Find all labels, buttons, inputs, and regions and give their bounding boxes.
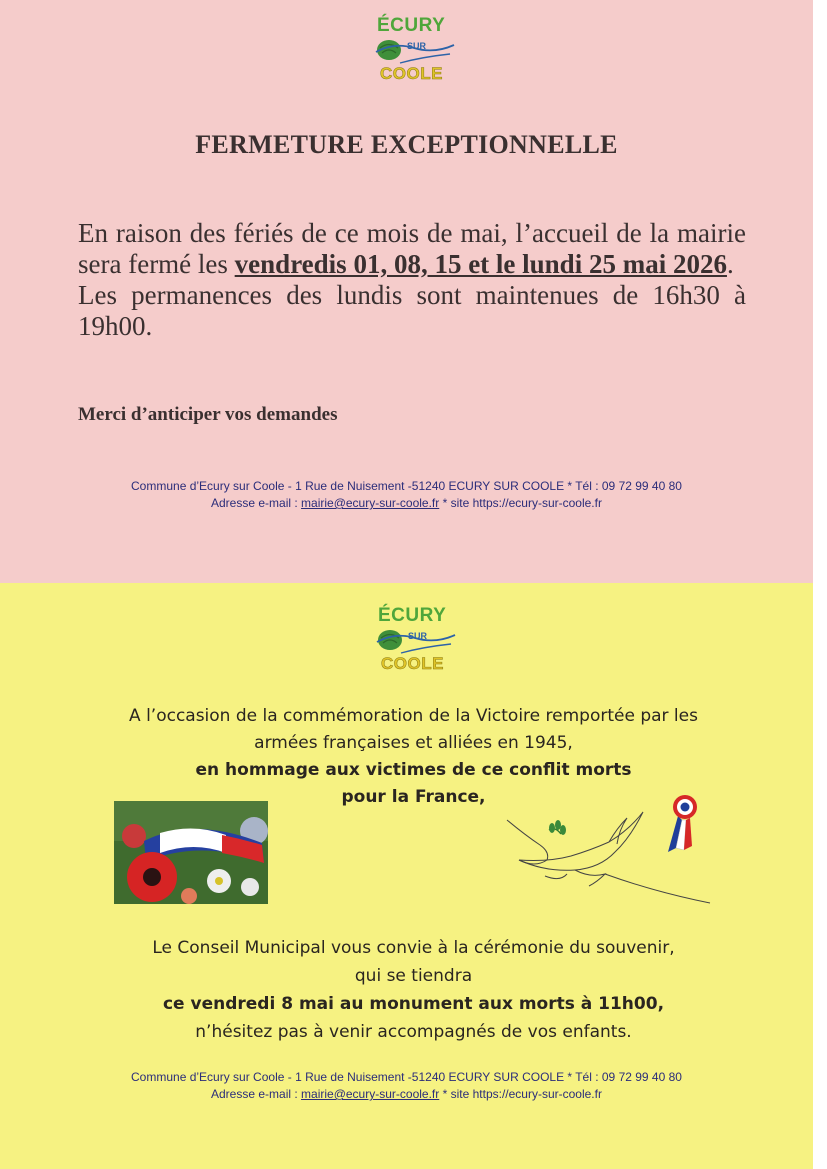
logo-sur-text: SUR (408, 631, 428, 641)
footer-pink (0, 478, 813, 512)
flowers-photo (114, 801, 268, 904)
logo-ecury-text: ÉCURY (378, 605, 447, 626)
logo-coole-text: COOLE (381, 654, 444, 673)
site-text: * site https://ecury-sur-coole.fr (439, 1087, 602, 1101)
footer-address: Commune d’Ecury sur Coole - 1 Rue de Nuisement -51240 ECURY SUR COOLE * Tél : 09 72 99 40 80 (131, 1070, 682, 1084)
cocarde-icon (664, 794, 704, 854)
logo-coole-text: COOLE (380, 64, 443, 83)
ecury-logo (374, 15, 454, 91)
merci-text: Merci d’anticiper vos demandes (78, 404, 338, 425)
para1-text: En raison des fériés de ce mois de mai, l’accueil de la mairie sera fermé les (78, 218, 746, 279)
footer-contact (0, 1086, 813, 1103)
logo-sur-text: SUR (407, 41, 427, 51)
invitation-text (0, 934, 827, 1046)
para1-end: . (726, 249, 734, 279)
footer-yellow (0, 1069, 813, 1103)
invitation-line-2: qui se tiendra (354, 966, 473, 986)
intro-line-4: pour la France, (341, 787, 486, 807)
footer-contact (0, 495, 813, 512)
para2-text: Les permanences des lundis sont maintenues de 16h30 à 19h00. (78, 280, 746, 341)
invitation-line-4: n’hésitez pas à venir accompagnés de vos enfants. (195, 1022, 632, 1042)
notice-body (78, 218, 746, 342)
page-title: FERMETURE EXCEPTIONNELLE (195, 130, 618, 159)
email-link[interactable]: mairie@ecury-sur-coole.fr (301, 1087, 440, 1101)
ecury-logo-2 (375, 605, 455, 681)
ceremony-date: ce vendredi 8 mai au monument aux morts à 11h00, (162, 994, 665, 1014)
intro-line-2: armées françaises et alliées en 1945, (254, 733, 573, 753)
email-label: Adresse e-mail : (211, 1087, 302, 1101)
invitation-line-1: Le Conseil Municipal vous convie à la cérémonie du souvenir, (152, 938, 675, 958)
closure-notice (0, 0, 813, 583)
closure-dates: vendredis 01, 08, 15 et le lundi 25 mai 2026 (234, 249, 727, 279)
logo-ecury-text: ÉCURY (377, 15, 446, 36)
email-link[interactable]: mairie@ecury-sur-coole.fr (301, 496, 440, 510)
footer-address: Commune d’Ecury sur Coole - 1 Rue de Nuisement -51240 ECURY SUR COOLE * Tél : 09 72 99 40 80 (131, 479, 682, 493)
intro-line-1: A l’occasion de la commémoration de la Victoire remportée par les (129, 706, 698, 726)
email-label: Adresse e-mail : (211, 496, 302, 510)
intro-line-3: en hommage aux victimes de ce conflit morts (195, 760, 632, 780)
site-text: * site https://ecury-sur-coole.fr (439, 496, 602, 510)
